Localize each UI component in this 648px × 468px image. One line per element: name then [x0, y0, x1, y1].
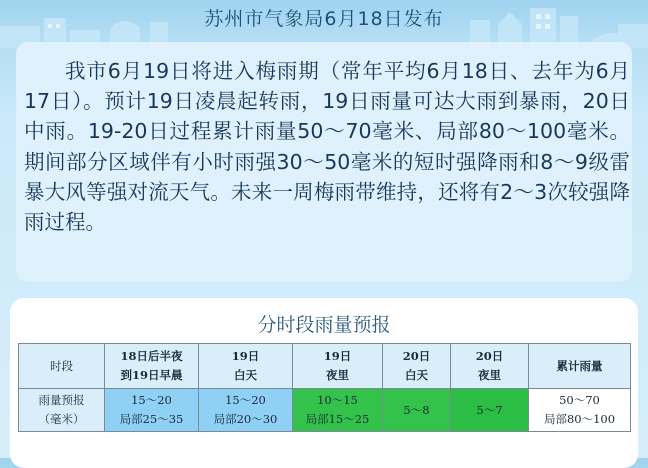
page-title: 苏州市气象局6月18日发布: [204, 8, 444, 30]
rainfall-cell: [105, 389, 199, 432]
row-label-line2: （毫米）: [38, 412, 85, 426]
rainfall-cell: [383, 389, 451, 432]
table-row: [19, 389, 631, 432]
rainfall-local-value: 局部25～35: [119, 412, 184, 426]
row-label-cell: [19, 389, 105, 432]
rainfall-cell: [293, 389, 383, 432]
column-header-line2: 夜里: [478, 368, 501, 382]
table-header-row: [19, 344, 631, 389]
rainfall-value: 5～7: [476, 402, 503, 417]
column-header-line2: 夜里: [326, 368, 349, 382]
rainfall-value: 15～20: [225, 393, 266, 407]
column-header-cell: [529, 344, 631, 389]
period-header-label: 时段: [50, 358, 73, 373]
cumulative-rainfall-cell: [529, 389, 631, 432]
column-header-line1: 18日后半夜: [120, 349, 183, 363]
column-header-line1: 19日: [231, 349, 260, 363]
column-header-cell: [293, 344, 383, 389]
rainfall-cell: [451, 389, 529, 432]
column-header-line2: 白天: [405, 368, 428, 382]
rainfall-value: 10～15: [317, 393, 358, 407]
column-header-line2: 白天: [234, 368, 257, 382]
rainfall-cell: [199, 389, 293, 432]
forecast-table-card: [10, 298, 638, 468]
rainfall-local-value: 局部80～100: [543, 412, 616, 426]
period-header-cell: [19, 344, 105, 389]
row-label-line1: 雨量预报: [38, 393, 85, 407]
column-header-line1: 20日: [402, 349, 431, 363]
rainfall-forecast-table: [18, 343, 631, 432]
column-header-line1: 累计雨量: [556, 358, 603, 373]
rainfall-local-value: 局部15～25: [305, 412, 370, 426]
column-header-cell: [451, 344, 529, 389]
column-header-cell: [383, 344, 451, 389]
notice-text: 我市6月19日将进入梅雨期（常年平均6月18日、去年为6月17日）。预计19日凌晨起转雨，19日雨量可达大雨到暴雨，20日中雨。19-20日过程累计雨量50～70毫米、局部80～100毫米。期间部分区域伴有小时雨强30～50毫米的短时强降雨和8～9级雷暴大风等强对流天气。未来一周梅雨带维持，还将有2～3次较强降雨过程。: [24, 59, 630, 235]
rainfall-value: 50～70: [559, 393, 600, 407]
column-header-line1: 19日: [323, 349, 352, 363]
rainfall-value: 15～20: [131, 393, 172, 407]
column-header-cell: [105, 344, 199, 389]
forecast-table-title: 分时段雨量预报: [257, 314, 391, 336]
column-header-line2: 到19日早晨: [120, 368, 183, 382]
column-header-line1: 20日: [475, 349, 504, 363]
column-header-cell: [199, 344, 293, 389]
rainfall-local-value: 局部20～30: [213, 412, 278, 426]
rainfall-value: 5～8: [403, 402, 430, 417]
